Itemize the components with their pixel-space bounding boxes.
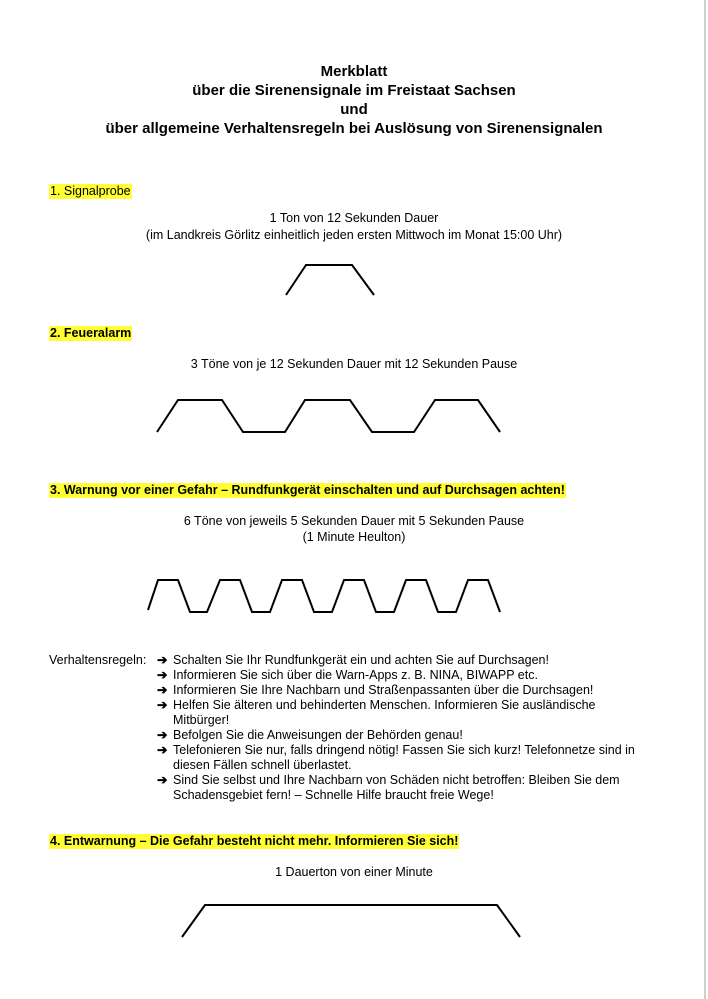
fire-alarm-wave [0, 390, 708, 440]
arrow-right-icon: ➔ [157, 728, 168, 742]
all-clear-wave [0, 895, 708, 945]
section-4-description: 1 Dauerton von einer Minute [275, 865, 433, 879]
section-2-description: 3 Töne von je 12 Sekunden Dauer mit 12 Sekunden Pause [190, 357, 518, 371]
rule-text: Telefonieren Sie nur, falls dringend nötig! Fassen Sie sich kurz! Telefonnetze sind in diesen Fällen schnell überlastet. [173, 743, 635, 772]
rules-list [157, 653, 637, 803]
title-line-1: Merkblatt [320, 63, 388, 80]
section-3-description: 6 Töne von jeweils 5 Sekunden Dauer mit 5 Sekunden Pause [183, 514, 525, 528]
section-3-note: (1 Minute Heulton) [302, 530, 406, 544]
arrow-right-icon: ➔ [157, 743, 168, 757]
rule-item [157, 683, 637, 698]
title-line-3: und [340, 101, 368, 118]
section-3-heading: 3. Warnung vor einer Gefahr – Rundfunkgerät einschalten und auf Durchsagen achten! [50, 483, 565, 497]
rule-item [157, 773, 637, 803]
rules-label: Verhaltensregeln: [49, 653, 147, 667]
all-clear-wave-line [182, 905, 520, 937]
signal-test-wave-line [286, 265, 374, 295]
arrow-right-icon: ➔ [157, 653, 168, 667]
rule-text: Helfen Sie älteren und behinderten Menschen. Informieren Sie ausländische Mitbürger! [173, 698, 596, 727]
page-edge-divider [704, 0, 706, 999]
rule-item [157, 653, 637, 668]
rule-text: Informieren Sie Ihre Nachbarn und Straßenpassanten über die Durchsagen! [173, 683, 594, 697]
fire-alarm-wave-line [157, 400, 500, 432]
section-4-heading: 4. Entwarnung – Die Gefahr besteht nicht mehr. Informieren Sie sich! [50, 834, 459, 848]
warning-wave [0, 570, 708, 620]
arrow-right-icon: ➔ [157, 668, 168, 682]
rule-text: Schalten Sie Ihr Rundfunkgerät ein und achten Sie auf Durchsagen! [173, 653, 549, 667]
signal-test-wave [0, 255, 708, 305]
arrow-right-icon: ➔ [157, 698, 168, 712]
section-2-heading: 2. Feueralarm [50, 326, 132, 340]
rule-item [157, 698, 637, 728]
rule-text: Sind Sie selbst und Ihre Nachbarn von Schäden nicht betroffen: Bleiben Sie dem Schadensgebiet fern! – Schnelle Hilfe braucht freie Wege! [173, 773, 620, 802]
rule-item [157, 743, 637, 773]
section-1-note: (im Landkreis Görlitz einheitlich jeden ersten Mittwoch im Monat 15:00 Uhr) [145, 228, 563, 242]
title-line-4: über allgemeine Verhaltensregeln bei Auslösung von Sirenensignalen [105, 120, 603, 137]
rule-item [157, 728, 637, 743]
warning-wave-line [148, 580, 500, 612]
section-1-description: 1 Ton von 12 Sekunden Dauer [269, 211, 439, 225]
rule-text: Befolgen Sie die Anweisungen der Behörden genau! [173, 728, 463, 742]
title-line-2: über die Sirenensignale im Freistaat Sachsen [192, 82, 516, 99]
rule-text: Informieren Sie sich über die Warn-Apps z. B. NINA, BIWAPP etc. [173, 668, 538, 682]
section-1-heading: 1. Signalprobe [50, 184, 131, 198]
arrow-right-icon: ➔ [157, 773, 168, 787]
rule-item [157, 668, 637, 683]
arrow-right-icon: ➔ [157, 683, 168, 697]
